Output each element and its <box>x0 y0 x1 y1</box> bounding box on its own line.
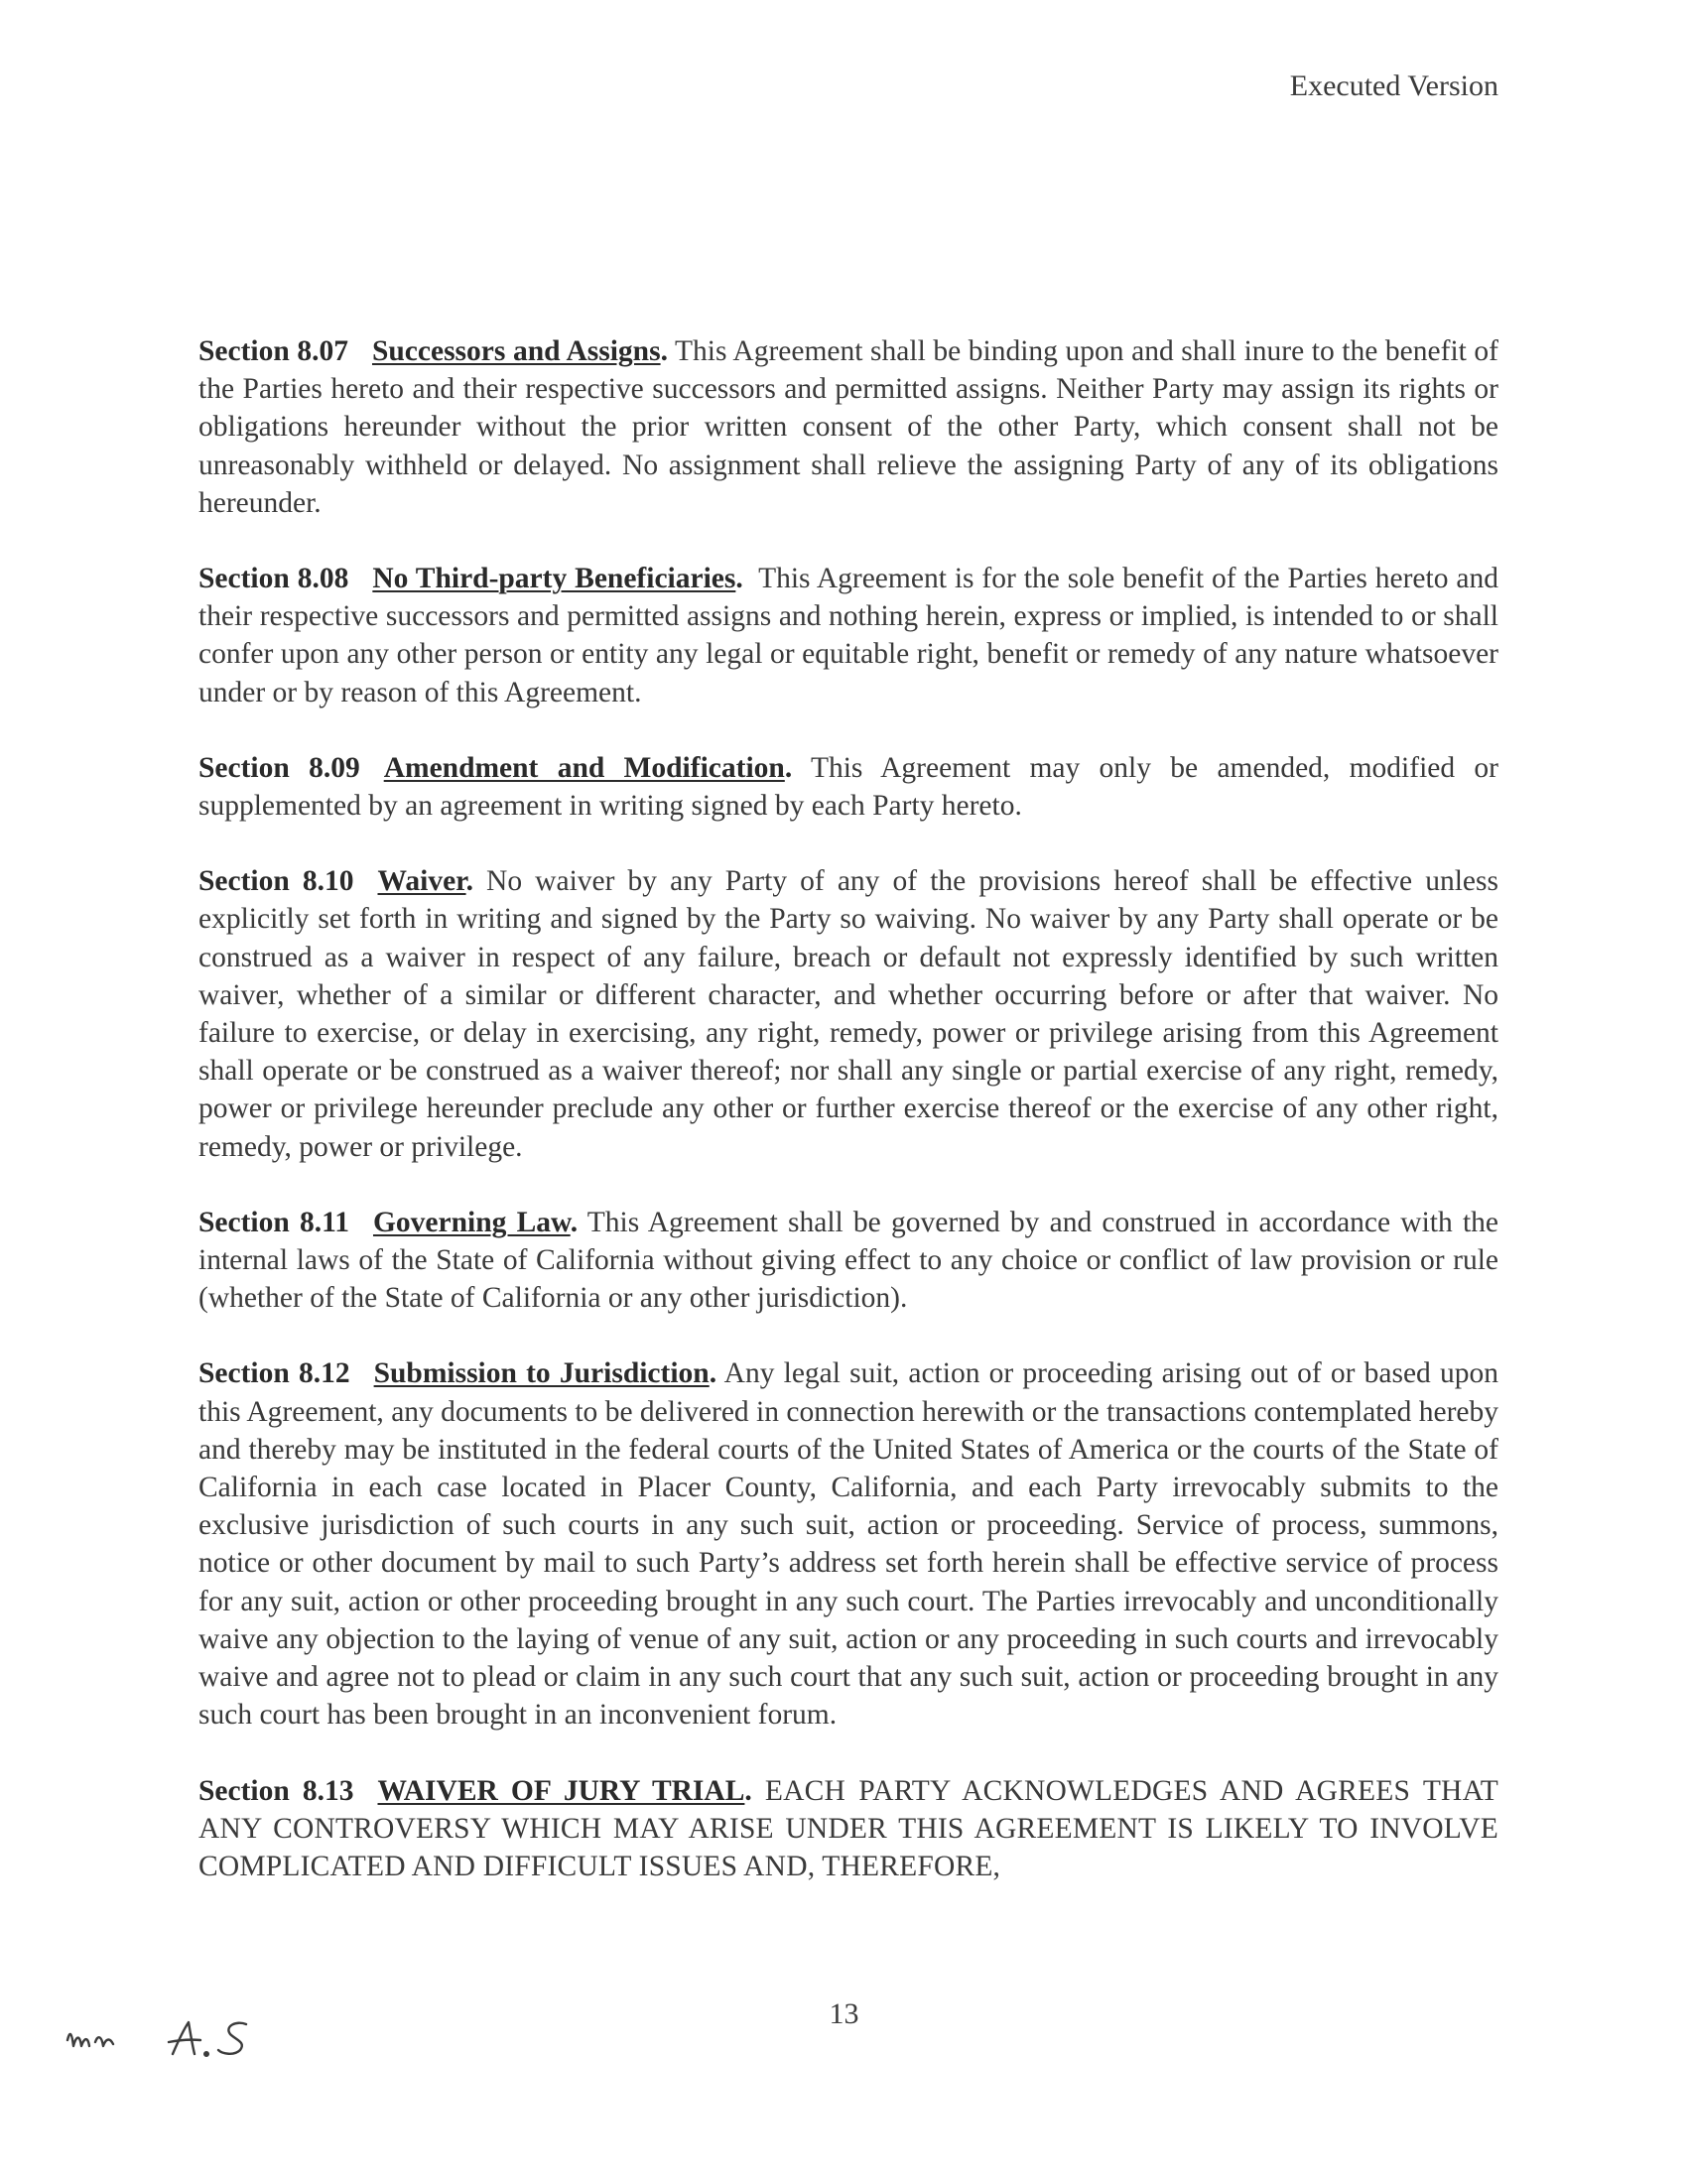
section-title: Successors and Assigns <box>371 335 661 367</box>
version-label: Executed Version <box>1289 69 1498 102</box>
section-body: This Agreement is for the sole benefit of the Parties hereto and their respective successors and permitted assigns and nothing herein, express or implied, is intended to or shall confer upon any other person or entity any legal or equitable right, benefit or remedy of any nature whatsoever under or by reason of this Agreement. <box>198 563 1498 708</box>
section-body: No waiver by any Party of any of the provisions hereof shall be effective unless explicitly set forth in writing and signed by the Party so waiving. No waiver by any Party shall operate or be construed as a waiver in respect of any failure, breach or default not expressly identified by such written waiver, whether of a similar or different character, and whether occurring before or after that waiver. No failure to exercise, or delay in exercising, any right, remedy, power or privilege arising from this Agreement shall operate or be construed as a waiver thereof; nor shall any single or partial exercise of any right, remedy, power or privilege hereunder preclude any other or further exercise thereof or the exercise of any other right, remedy, power or privilege. <box>198 865 1498 1163</box>
section-8-08: Section 8.08 No Third-party Beneficiaries. This Agreement is for the sole benefit of the Parties hereto and their respective successors and permitted assigns and nothing herein, express or implied, is intended to or shall confer upon any other person or entity any legal or equitable right, benefit or remedy of any nature whatsoever under or by reason of this Agreement. <box>198 563 1498 708</box>
section-number: Section 8.13 <box>198 1774 354 1807</box>
section-title: Governing Law <box>372 1206 571 1238</box>
section-number: Section 8.09 <box>198 751 360 784</box>
section-body: EACH PARTY ACKNOWLEDGES AND AGREES THAT ANY CONTROVERSY WHICH MAY ARISE UNDER THIS AGREEMENT IS LIKELY TO INVOLVE COMPLICATED AND DIFFICULT ISSUES AND, THEREFORE, <box>198 1774 1499 1882</box>
section-8-12: Section 8.12 Submission to Jurisdiction. Any legal suit, action or proceeding arising out of or based upon this Agreement, any documents to be delivered in connection herewith or the transactions contemplated hereby and thereby may be instituted in the federal courts of the United States of America or the courts of the State of California in each case located in Placer County, California, and each Party irrevocably submits to the exclusive jurisdiction of such courts in any such suit, action or proceeding. Service of process, summons, notice or other document by mail to such Party’s address set forth herein shall be effective service of process for any suit, action or other proceeding brought in any such court. The Parties irrevocably and unconditionally waive any objection to the laying of venue of any suit, action or any proceeding in such courts and irrevocably waive and agree not to plead or claim in any such court that any such suit, action or proceeding brought in any such court has been brought in an inconvenient forum. <box>198 1357 1498 1732</box>
section-body: This Agreement may only be amended, modified or supplemented by an agreement in writing signed by each Party hereto. <box>198 751 1498 823</box>
section-title: Amendment and Modification <box>383 751 785 784</box>
section-8-13: Section 8.13 WAIVER OF JURY TRIAL. EACH PARTY ACKNOWLEDGES AND AGREES THAT ANY CONTROVERSY WHICH MAY ARISE UNDER THIS AGREEMENT IS LIKELY TO INVOLVE COMPLICATED AND DIFFICULT ISSUES AND, THEREFORE, <box>198 1774 1499 1882</box>
section-number: Section 8.12 <box>198 1357 350 1390</box>
page-number: 13 <box>829 1997 859 2030</box>
section-8-09: Section 8.09 Amendment and Modification. This Agreement may only be amended, modified or supplemented by an agreement in writing signed by each Party hereto. <box>198 751 1498 823</box>
section-number: Section 8.10 <box>198 865 354 898</box>
section-8-07: Section 8.07 Successors and Assigns. This Agreement shall be binding upon and shall inure to the benefit of the Parties hereto and their respective successors and permitted assigns. Neither Party may assign its rights or obligations hereunder without the prior written consent of the other Party, which consent shall not be unreasonably withheld or delayed. No assignment shall relieve the assigning Party of any of its obligations hereunder. <box>198 335 1498 519</box>
section-body: Any legal suit, action or proceeding arising out of or based upon this Agreement, any documents to be delivered in connection herewith or the transactions contemplated hereby and thereby may be instituted in the federal courts of the United States of America or the courts of the State of California in each case located in Placer County, California, and each Party irrevocably submits to the exclusive jurisdiction of such courts in any such suit, action or proceeding. Service of process, summons, notice or other document by mail to such Party’s address set forth herein shall be effective service of process for any suit, action or other proceeding brought in any such court. The Parties irrevocably and unconditionally waive any objection to the laying of venue of any suit, action or any proceeding in such courts and irrevocably waive and agree not to plead or claim in any such court that any such suit, action or proceeding brought in any such court has been brought in an inconvenient forum. <box>198 1357 1498 1732</box>
section-8-10: Section 8.10 Waiver. No waiver by any Party of any of the provisions hereof shall be effective unless explicitly set forth in writing and signed by the Party so waiving. No waiver by any Party shall operate or be construed as a waiver in respect of any failure, breach or default not expressly identified by such written waiver, whether of a similar or different character, and whether occurring before or after that waiver. No failure to exercise, or delay in exercising, any right, remedy, power or privilege arising from this Agreement shall operate or be construed as a waiver thereof; nor shall any single or partial exercise of any right, remedy, power or privilege hereunder preclude any other or further exercise thereof or the exercise of any other right, remedy, power or privilege. <box>198 865 1498 1163</box>
section-title: Waiver <box>377 865 466 898</box>
section-number: Section 8.11 <box>198 1206 349 1238</box>
section-title: Submission to Jurisdiction <box>373 1357 710 1390</box>
section-body: This Agreement shall be binding upon and shall inure to the benefit of the Parties hereto and their respective successors and permitted assigns. Neither Party may assign its rights or obligations hereunder without the prior written consent of the other Party, which consent shall not be unreasonably withheld or delayed. No assignment shall relieve the assigning Party of any of its obligations hereunder. <box>198 335 1498 519</box>
section-title: No Third-party Beneficiaries <box>372 563 736 595</box>
section-number: Section 8.07 <box>198 335 348 367</box>
section-title: WAIVER OF JURY TRIAL <box>377 1774 745 1807</box>
section-number: Section 8.08 <box>198 563 349 595</box>
document-body <box>198 332 1498 1923</box>
section-body: This Agreement shall be governed by and construed in accordance with the internal laws of the State of California without giving effect to any choice or conflict of law provision or rule (whether of the State of California or any other jurisdiction). <box>198 1206 1498 1315</box>
section-8-11: Section 8.11 Governing Law. This Agreement shall be governed by and construed in accordance with the internal laws of the State of California without giving effect to any choice or conflict of law provision or rule (whether of the State of California or any other jurisdiction). <box>198 1206 1498 1315</box>
